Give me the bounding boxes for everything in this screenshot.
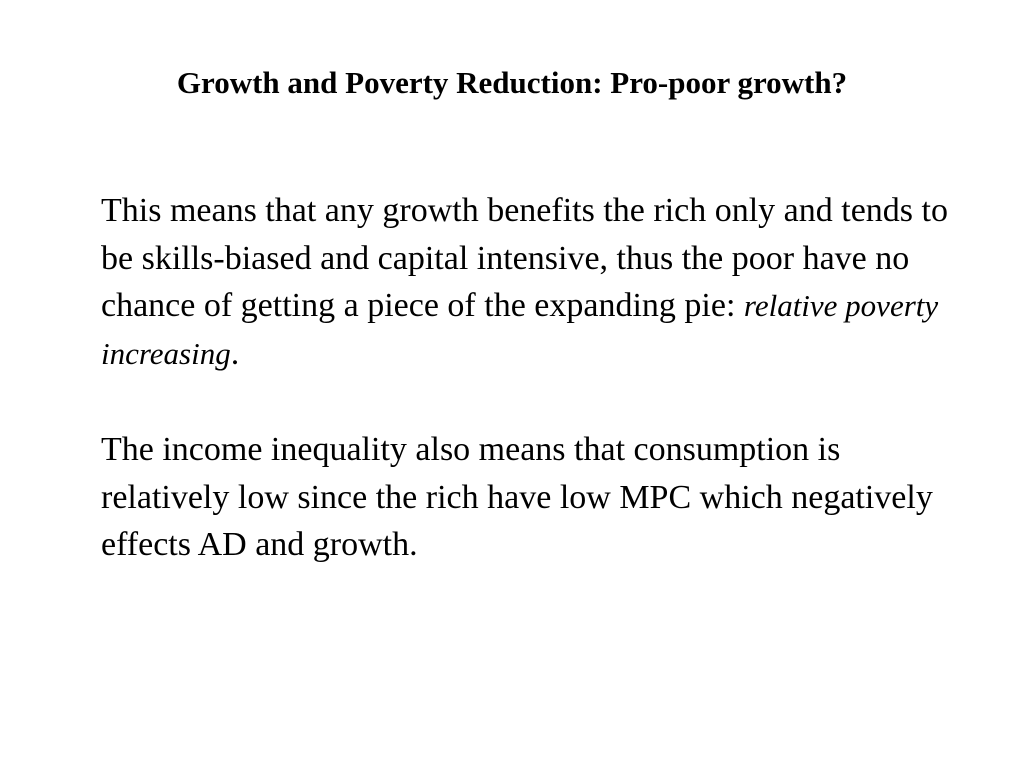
paragraph-relative-poverty-text: This means that any growth benefits the rich only and tends to be skills-biased and capital intensive, thus the poor have no chance of getting a piece of the expanding pie: <box>101 192 948 324</box>
slide-title: Growth and Poverty Reduction: Pro-poor growth? <box>176 65 848 100</box>
paragraph-income-inequality: The income inequality also means that consumption is relatively low since the rich have low MPC which negatively effects AD and growth. <box>101 431 933 563</box>
emphasis-relative-poverty-increasing: relative poverty increasing <box>101 288 939 371</box>
paragraph-relative-poverty-end: . <box>230 334 240 372</box>
slide-body <box>101 187 971 569</box>
paragraph-relative-poverty <box>101 187 971 377</box>
